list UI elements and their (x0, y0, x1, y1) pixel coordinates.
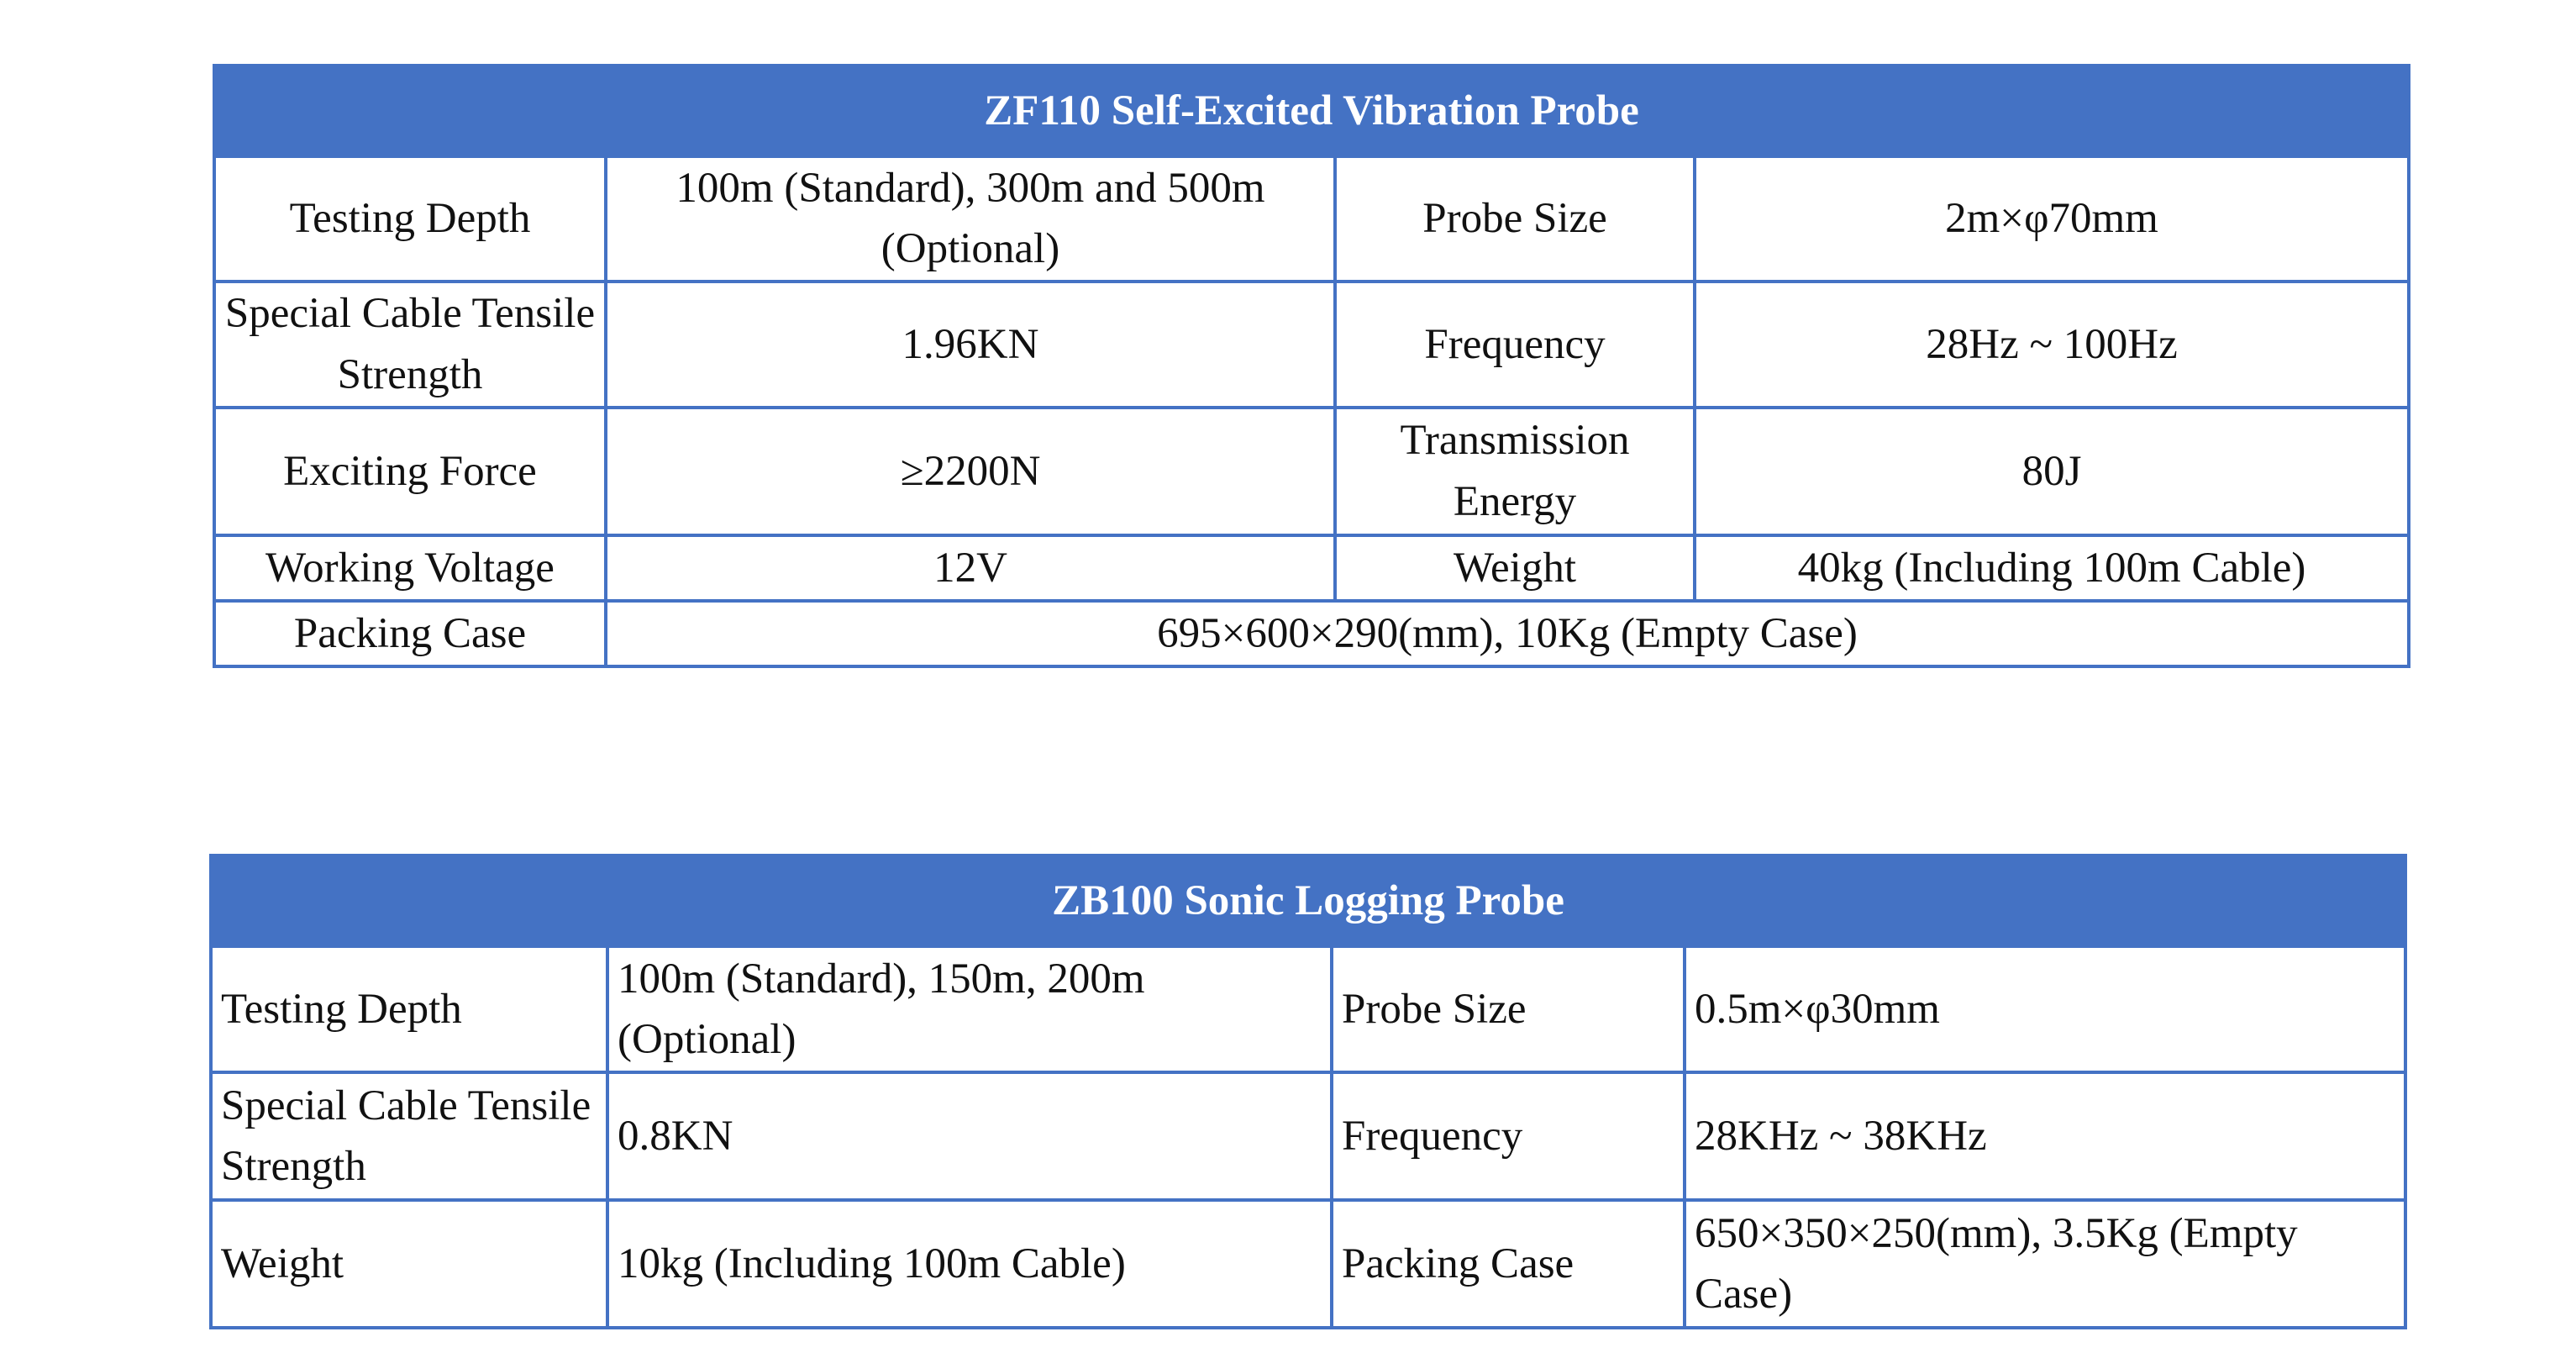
table-row (214, 535, 2409, 601)
row-label: Special Cable Tensile Strength (211, 1072, 607, 1200)
row-value: 2m×φ70mm (1695, 156, 2409, 282)
row-label: Packing Case (1332, 1200, 1685, 1328)
row-value: 695×600×290(mm), 10Kg (Empty Case) (606, 601, 2409, 666)
row-label: Frequency (1332, 1072, 1685, 1200)
zb100-spec-table (209, 854, 2407, 1329)
row-label: Exciting Force (214, 408, 606, 535)
row-value: 28Hz ~ 100Hz (1695, 282, 2409, 408)
zf110-spec-table (213, 64, 2410, 668)
table-row (211, 1200, 2405, 1328)
row-label: Weight (1335, 535, 1695, 601)
row-label: Transmission Energy (1335, 408, 1695, 535)
table-row (214, 282, 2409, 408)
table-row (211, 1072, 2405, 1200)
row-value: 650×350×250(mm), 3.5Kg (Empty Case) (1685, 1200, 2405, 1328)
row-value: 12V (606, 535, 1335, 601)
row-label: Frequency (1335, 282, 1695, 408)
row-value: 1.96KN (606, 282, 1335, 408)
row-label: Testing Depth (214, 156, 606, 282)
row-label: Testing Depth (211, 946, 607, 1072)
row-value: 80J (1695, 408, 2409, 535)
table-title: ZF110 Self-Excited Vibration Probe (214, 66, 2409, 156)
row-label: Probe Size (1332, 946, 1685, 1072)
row-label: Weight (211, 1200, 607, 1328)
row-value: 10kg (Including 100m Cable) (607, 1200, 1332, 1328)
table-title: ZB100 Sonic Logging Probe (211, 855, 2405, 946)
row-value: ≥2200N (606, 408, 1335, 535)
row-label: Probe Size (1335, 156, 1695, 282)
row-value: 0.5m×φ30mm (1685, 946, 2405, 1072)
row-value: 40kg (Including 100m Cable) (1695, 535, 2409, 601)
table-row (214, 156, 2409, 282)
row-value: 100m (Standard), 300m and 500m (Optional) (606, 156, 1335, 282)
table-row (211, 946, 2405, 1072)
table-row (214, 408, 2409, 535)
row-label: Packing Case (214, 601, 606, 666)
row-value: 0.8KN (607, 1072, 1332, 1200)
row-label: Special Cable Tensile Strength (214, 282, 606, 408)
row-value: 28KHz ~ 38KHz (1685, 1072, 2405, 1200)
table-row (214, 601, 2409, 666)
row-label: Working Voltage (214, 535, 606, 601)
row-value: 100m (Standard), 150m, 200m (Optional) (607, 946, 1332, 1072)
